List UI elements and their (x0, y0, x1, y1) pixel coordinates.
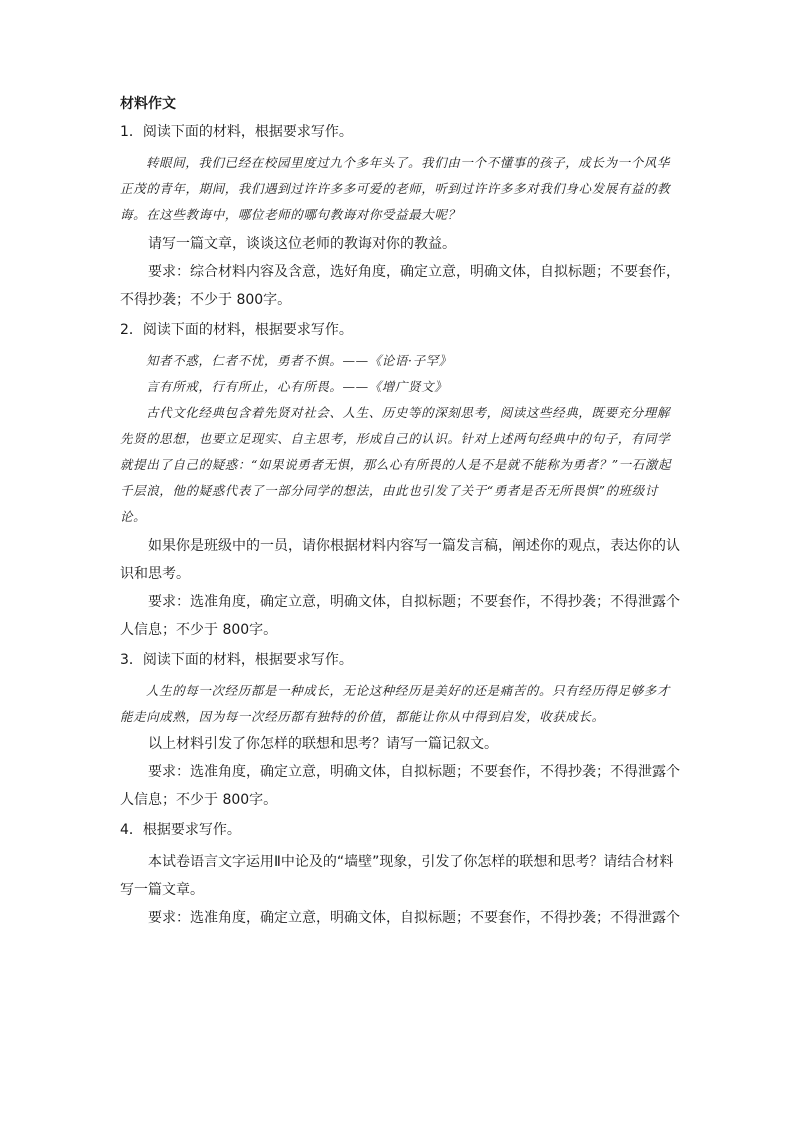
material-quote: 言有所戒，行有所止，心有所畏。——《增广贤文》 (146, 379, 448, 394)
writing-prompt: 如果你是班级中的一员，请你根据材料内容写一篇发言稿，阐述你的观点，表达你的认识和思考。 (120, 538, 680, 582)
question-heading: 3．阅读下面的材料，根据要求写作。 (120, 652, 353, 668)
writing-requirement: 要求：选准角度，确定立意，明确文体，自拟标题；不要套作，不得抄袭；不得泄露个人信息；不少于 800字。 (120, 764, 680, 808)
section-title: 材料作文 (120, 96, 176, 112)
writing-requirement: 要求：综合材料内容及含意，选好角度，确定立意，明确文体，自拟标题；不要套作，不得抄袭；不少于 800字。 (120, 264, 680, 308)
question-heading: 1．阅读下面的材料，根据要求写作。 (120, 124, 353, 140)
question-heading: 2．阅读下面的材料，根据要求写作。 (120, 322, 353, 338)
writing-prompt: 请写一篇文章，谈谈这位老师的教诲对你的教益。 (148, 236, 456, 252)
material-text: 人生的每一次经历都是一种成长，无论这种经历是美好的还是痛苦的。只有经历得足够多才能走向成熟，因为每一次经历都有独特的价值，都能让你从中得到启发，收获成长。 (120, 683, 671, 724)
material-text: 转眼间，我们已经在校园里度过九个多年头了。我们由一个不懂事的孩子，成长为一个风华正茂的青年，期间，我们遇到过许许多多可爱的老师，听到过许许多多对我们身心发展有益的教诲。在这些教诲中，哪位老师的哪句教诲对你受益最大呢？ (120, 155, 671, 222)
writing-prompt: 以上材料引发了你怎样的联想和思考？请写一篇记叙文。 (148, 736, 498, 752)
question-heading: 4．根据要求写作。 (120, 822, 241, 838)
question-2 (120, 318, 680, 644)
material-text: 古代文化经典包含着先贤对社会、人生、历史等的深刻思考，阅读这些经典，既要充分理解先贤的思想，也要立足现实、自主思考，形成自己的认识。针对上述两句经典中的句子，有同学就提出了自己的疑惑：“如果说勇者无惧，那么心有所畏的人是不是就不能称为勇者？”一石激起千层浪，他的疑惑代表了一部分同学的想法，由此也引发了关于“勇者是否无所畏惧”的班级讨论。 (120, 405, 672, 524)
writing-requirement: 要求：选准角度，确定立意，明确文体，自拟标题；不要套作，不得抄袭；不得泄露个 (148, 910, 680, 926)
writing-requirement: 要求：选准角度，确定立意，明确文体，自拟标题；不要套作，不得抄袭；不得泄露个人信息；不少于 800字。 (120, 594, 680, 638)
question-4 (120, 818, 680, 932)
question-3 (120, 648, 680, 814)
question-1 (120, 120, 680, 314)
document-page (120, 92, 680, 932)
writing-prompt: 本试卷语言文字运用Ⅱ中论及的“墙壁”现象，引发了你怎样的联想和思考？请结合材料写一篇文章。 (120, 854, 674, 898)
material-quote: 知者不惑，仁者不忧，勇者不惧。——《论语·子罕》 (146, 353, 452, 368)
